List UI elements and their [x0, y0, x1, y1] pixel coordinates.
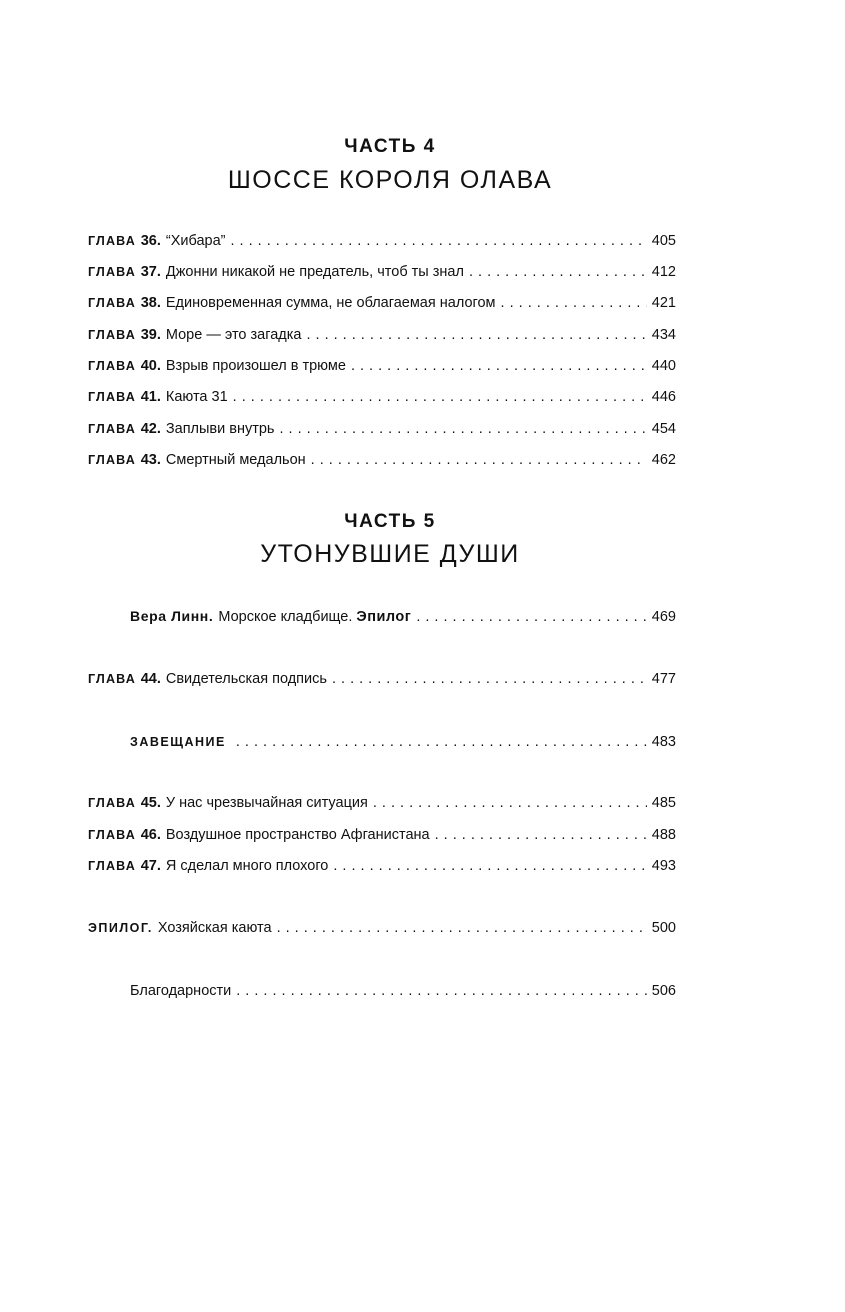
entry-title: Смертный медальон — [165, 452, 306, 468]
page-number: 483 — [651, 734, 676, 750]
page-number: 446 — [651, 389, 676, 405]
entry-title: Воздушное пространство Афганистана — [165, 827, 430, 843]
toc-entry-chapter-41[interactable]: ГЛАВА 41. Каюта 31 . . . 446 — [88, 389, 676, 413]
toc-entry-vera-lynn[interactable]: Вера Линн. Морское кладбище. Эпилог . . . 469 — [130, 608, 676, 632]
toc-entry-chapter-42[interactable]: ГЛАВА 42. Заплыви внутрь . . . 454 — [88, 421, 676, 445]
entry-title: Единовременная сумма, не облагаемая налогом — [165, 295, 496, 311]
entry-title: Джонни никакой не предатель, чтоб ты знал — [165, 264, 464, 280]
toc-entry-chapter-40[interactable]: ГЛАВА 40. Взрыв произошел в трюме . . . 440 — [88, 358, 676, 382]
entry-title: “Хибара” — [165, 233, 226, 249]
page-number: 488 — [651, 827, 676, 843]
page-number: 440 — [651, 358, 676, 374]
page-number: 462 — [651, 452, 676, 468]
toc-entry-chapter-37[interactable]: ГЛАВА 37. Джонни никакой не предатель, чтоб ты знал . . . 412 — [88, 264, 676, 288]
toc-entry-chapter-36[interactable]: ГЛАВА 36. “Хибара” . . . 405 — [88, 233, 676, 257]
entry-title: Заплыви внутрь — [165, 421, 275, 437]
page-number: 477 — [651, 671, 676, 687]
page-number: 421 — [651, 295, 676, 311]
toc-entry-chapter-45[interactable]: ГЛАВА 45. У нас чрезвычайная ситуация . . . 485 — [88, 795, 676, 819]
page-number: 454 — [651, 421, 676, 437]
toc-entry-testament[interactable]: ЗАВЕЩАНИЕ . . . 483 — [130, 734, 676, 758]
toc-entry-acknowledgements[interactable] — [130, 983, 676, 1007]
entry-title: Морское кладбище. — [218, 609, 353, 625]
toc-entry-chapter-38[interactable]: ГЛАВА 38. Единовременная сумма, не облагаемая налогом . . . 421 — [88, 295, 676, 319]
part-5-label: ЧАСТЬ 5 — [344, 511, 436, 532]
entry-title: Свидетельская подпись — [165, 671, 327, 687]
entry-title: Каюта 31 — [165, 389, 228, 405]
part-5-title: УТОНУВШИЕ ДУШИ — [260, 540, 520, 568]
toc-entry-chapter-43[interactable]: ГЛАВА 43. Смертный медальон . . . 462 — [88, 452, 676, 476]
toc-entry-chapter-44[interactable]: ГЛАВА 44. Свидетельская подпись . . . 477 — [88, 671, 676, 695]
toc-entry-chapter-39[interactable]: ГЛАВА 39. Море — это загадка . . . 434 — [88, 327, 676, 351]
toc-entry-epilogue[interactable]: ЭПИЛОГ. Хозяйская каюта . . . 500 — [88, 920, 676, 944]
entry-title: Взрыв произошел в трюме — [165, 358, 346, 374]
page-number: 405 — [651, 233, 676, 249]
part-4-label: ЧАСТЬ 4 — [344, 136, 436, 157]
page-number: 412 — [651, 264, 676, 280]
toc-entry-chapter-46[interactable]: ГЛАВА 46. Воздушное пространство Афганистана . . . 488 — [88, 827, 676, 851]
entry-title: Хозяйская каюта — [157, 920, 272, 936]
entry-title: У нас чрезвычайная ситуация — [165, 795, 368, 811]
page-number: 485 — [651, 795, 676, 811]
entry-title: Море — это загадка — [165, 327, 302, 343]
page-number: 469 — [651, 609, 676, 625]
entry-suffix: Эпилог — [356, 609, 412, 625]
page-number: 493 — [651, 858, 676, 874]
page-number: 500 — [651, 920, 676, 936]
entry-title: Благодарности — [130, 983, 232, 999]
part-4-title: ШОССЕ КОРОЛЯ ОЛАВА — [227, 166, 553, 194]
page-number: 434 — [651, 327, 676, 343]
entry-title: Я сделал много плохого — [165, 858, 329, 874]
toc-entry-chapter-47[interactable]: ГЛАВА 47. Я сделал много плохого . . . 493 — [88, 858, 676, 882]
page-number: 506 — [651, 983, 676, 999]
